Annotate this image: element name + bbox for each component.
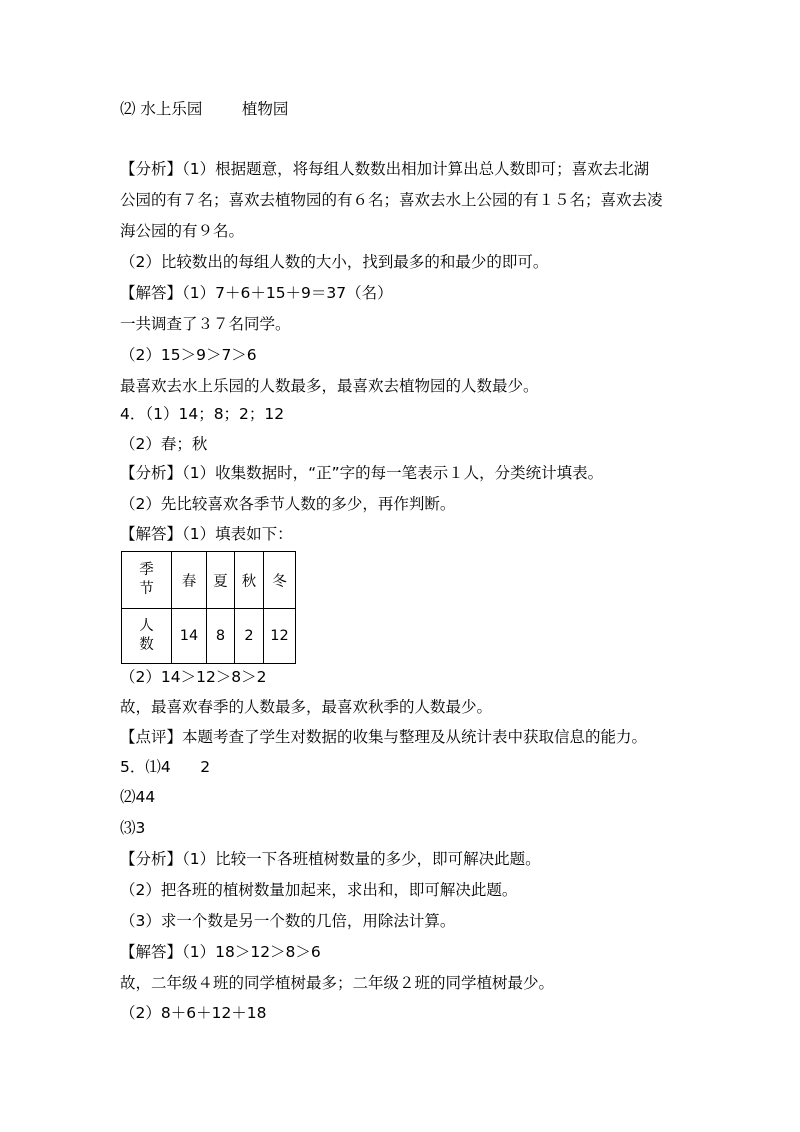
- table-count-cell: 12: [264, 609, 296, 664]
- text-line: 【分析】（1）比较一下各班植树数量的多少，即可解决此题。: [120, 850, 541, 868]
- table-season-cell: 夏: [207, 552, 235, 609]
- table-count-cell: 8: [207, 609, 235, 664]
- text-line: 海公园的有９名。: [120, 222, 245, 240]
- text-line: 【分析】（1）根据题意，将每组人数数出相加计算出总人数即可；喜欢去北湖: [120, 160, 650, 178]
- text-line: （2）先比较喜欢各季节人数的多少，再作判断。: [120, 495, 456, 513]
- text-line: 【解答】（1）18＞12＞8＞6: [120, 943, 321, 961]
- text-line: （2）比较数出的每组人数的大小，找到最多的和最少的即可。: [120, 253, 549, 271]
- table-season-cell: 冬: [264, 552, 296, 609]
- text-line: 公园的有７名；喜欢去植物园的有６名；喜欢去水上公园的有１５名；喜欢去凌: [120, 191, 663, 209]
- table-season-cell: 秋: [235, 552, 264, 609]
- table-row: [122, 552, 296, 609]
- season-count-table: [121, 551, 296, 664]
- table-row-label: 人 数: [122, 609, 172, 664]
- text-line: ⑶3: [120, 819, 146, 837]
- table-row: [122, 609, 296, 664]
- text-line: （2）15＞9＞7＞6: [120, 346, 257, 364]
- text-line: 4．（1）14；8；2；12: [120, 405, 285, 423]
- text-line: 【分析】（1）收集数据时，“正”字的每一笔表示１人，分类统计填表。: [120, 464, 604, 482]
- text-line: 最喜欢去水上乐园的人数最多，最喜欢去植物园的人数最少。: [120, 377, 539, 395]
- text-line: 5．⑴4 2: [120, 758, 211, 776]
- table-count-cell: 2: [235, 609, 264, 664]
- text-line: 【解答】（1）7＋6＋15＋9＝37（名）: [120, 284, 393, 302]
- text-line: ⑵44: [120, 788, 156, 806]
- table-count-cell: 14: [172, 609, 207, 664]
- table-header-label: 季 节: [122, 552, 172, 609]
- text-line: ⑵ 水上乐园 植物园: [120, 100, 289, 118]
- text-line: 故，最喜欢春季的人数最多，最喜欢秋季的人数最少。: [120, 698, 493, 716]
- text-line: （2）春；秋: [120, 435, 208, 453]
- text-line: 【点评】本题考查了学生对数据的收集与整理及从统计表中获取信息的能力。: [120, 728, 648, 746]
- text-line: 故，二年级４班的同学植树最多；二年级２班的同学植树最少。: [120, 974, 555, 992]
- table-season-cell: 春: [172, 552, 207, 609]
- text-line: （2）8＋6＋12＋18: [120, 1004, 267, 1022]
- text-line: 【解答】（1）填表如下：: [120, 525, 293, 543]
- text-line: （2）14＞12＞8＞2: [120, 668, 267, 686]
- text-line: （2）把各班的植树数量加起来，求出和，即可解决此题。: [120, 881, 518, 899]
- text-line: 一共调查了３７名同学。: [120, 315, 291, 333]
- text-line: （3）求一个数是另一个数的几倍，用除法计算。: [120, 912, 456, 930]
